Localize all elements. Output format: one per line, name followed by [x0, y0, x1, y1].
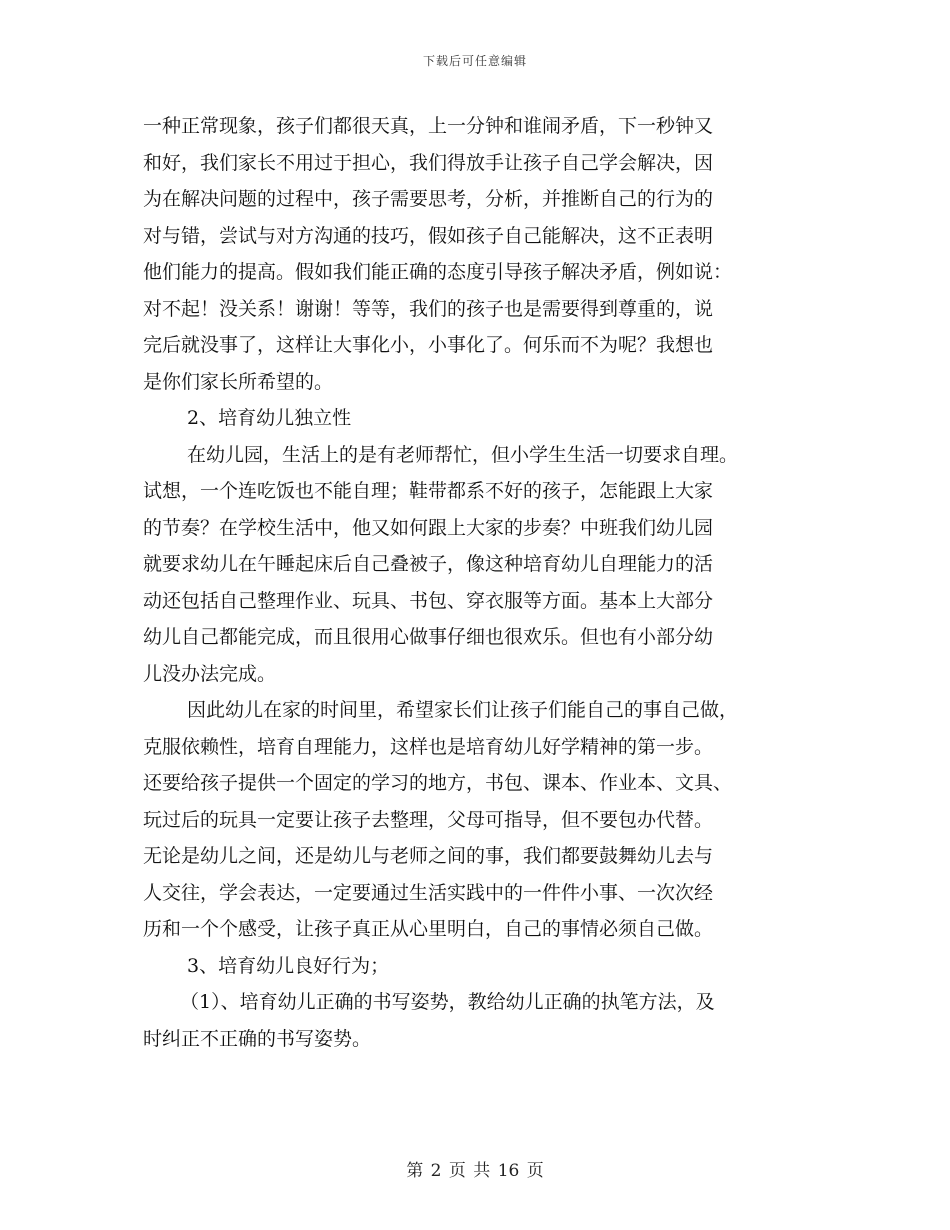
- text-line: 无论是幼儿之间，还是幼儿与老师之间的事，我们都要鼓舞幼儿去与: [143, 845, 714, 867]
- page-header: 下载后可任意编辑: [422, 54, 527, 68]
- text-line: 一种正常现象，孩子们都很天真，上一分钟和谁闹矛盾，下一秒钟又: [143, 115, 714, 137]
- text-line: 是你们家长所希望的。: [143, 370, 334, 393]
- text-line: 动还包括自己整理作业、玩具、书包、穿衣服等方面。基本上大部分: [143, 589, 714, 612]
- text-line: 就要求幼儿在午睡起床后自己叠被子，像这种培育幼儿自理能力的活: [143, 553, 714, 575]
- text-line: 他们能力的提高。假如我们能正确的态度引导孩子解决矛盾，例如说：: [143, 261, 733, 283]
- text-line: 时纠正不正确的书写姿势。: [143, 1027, 372, 1050]
- text-line: 幼儿自己都能完成，而且很用心做事仔细也很欢乐。但也有小部分幼: [143, 626, 714, 648]
- text-line: 对与错，尝试与对方沟通的技巧，假如孩子自己能解决，这不正表明: [143, 224, 714, 247]
- text-line: 3、培育幼儿良好行为；: [187, 954, 390, 977]
- text-line: 因此幼儿在家的时间里，希望家长们让孩子们能自己的事自己做，: [187, 699, 739, 721]
- text-line: 2、培育幼儿独立性: [187, 407, 352, 429]
- text-line: 儿没办法完成。: [143, 662, 277, 685]
- text-line: 克服依赖性，培育自理能力，这样也是培育幼儿好学精神的第一步。: [143, 735, 714, 758]
- text-line: 玩过后的玩具一定要让孩子去整理，父母可指导，但不要包办代替。: [143, 808, 714, 831]
- text-line: 和好，我们家长不用过于担心，我们得放手让孩子自己学会解决，因: [143, 151, 714, 174]
- text-line: 试想，一个连吃饭也不能自理；鞋带都系不好的孩子，怎能跟上大家: [143, 480, 714, 502]
- text-line: 人交往，学会表达，一定要通过生活实践中的一件件小事、一次次经: [143, 881, 714, 904]
- text-line: 完后就没事了，这样让大事化小，小事化了。何乐而不为呢？我想也: [143, 334, 714, 356]
- text-line: 历和一个个感受，让孩子真正从心里明白，自己的事情必须自己做。: [143, 918, 714, 940]
- text-line: （1）、培育幼儿正确的书写姿势，教给幼儿正确的执笔方法，及: [180, 991, 715, 1013]
- text-line: 的节奏？在学校生活中，他又如何跟上大家的步奏？中班我们幼儿园: [143, 516, 714, 539]
- text-line: 对不起！没关系！谢谢！等等，我们的孩子也是需要得到尊重的，说: [143, 297, 714, 320]
- text-line: 为在解决问题的过程中，孩子需要思考，分析，并推断自己的行为的: [143, 188, 714, 210]
- document-body: [143, 108, 805, 1057]
- page-footer: 第 2 页 共 16 页: [406, 1161, 544, 1181]
- text-line: 还要给孩子提供一个固定的学习的地方，书包、课本、作业本、文具、: [143, 772, 733, 794]
- text-line: 在幼儿园，生活上的是有老师帮忙，但小学生生活一切要求自理。: [187, 443, 739, 466]
